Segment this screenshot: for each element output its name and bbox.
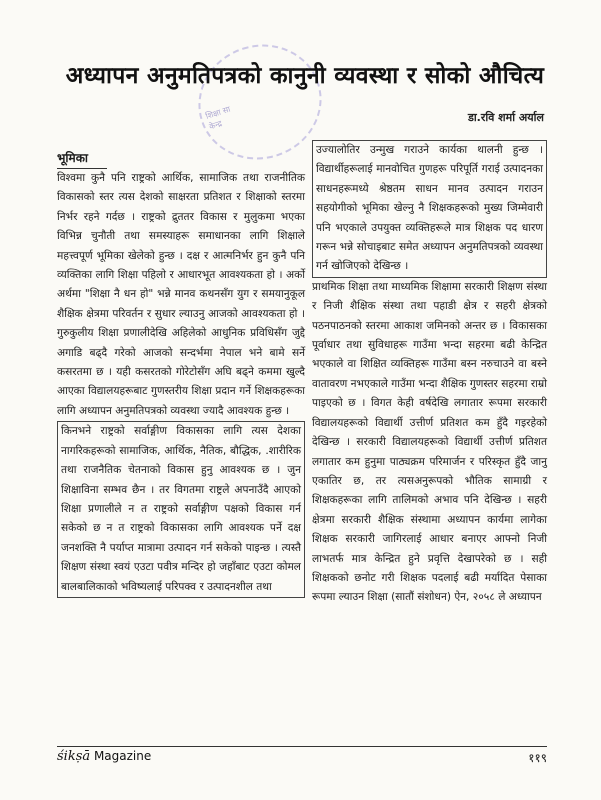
brand-rest: Magazine	[90, 749, 152, 763]
article-author: डा.रवि शर्मा अर्याल	[467, 111, 544, 124]
page-number: ११९	[528, 751, 547, 765]
paragraph-boxed: किनभने राष्ट्रको सर्वाङ्गीण विकासका लागि त्यस देशका नागरिकहरूको सामाजिक, आर्थिक, नैतिक, बौद्धिक, .शारीरिक तथा राजनैतिक चेतनाको विकास हुनु आवश्यक छ । जुन शिक्षाविना सम्भव छैन । तर विगतमा राष्ट्रले अपनाउँदै आएको शिक्षा प्रणालीले न त राष्ट्रको सर्वाङ्गीण पक्षको विकास गर्न सकेको छ न त राष्ट्रको विकासका लागि आवश्यक पर्ने दक्ष जनशक्ति नै पर्याप्त मात्रामा उत्पादन गर्न सकेको पाइन्छ । त्यस्तै शिक्षण संस्था स्वयं एउटा पवीत्र मन्दिर हो जहाँबाट एउटा कोमल बालबालिकाको भविष्यलाई परिपक्व र उत्पादनशील तथा	[57, 421, 305, 598]
paragraph: विश्वमा कुनै पनि राष्ट्रको आर्थिक, सामाजिक तथा राजनीतिक विकासको स्तर त्यस देशको साक्षरता प्रतिशत र शिक्षाको स्तरमा निर्भर रहने गर्दछ । राष्ट्रको द्रुततर विकास र मुलुकमा भएका विभिन्न चुनौती तथा समस्याहरू समाधानका लागि शिक्षाले महत्त्वपूर्ण भूमिका खेलेको हुन्छ । दक्ष र आत्मनिर्भर हुन कुनै पनि व्यक्तिका लागि शिक्षा पहिलो र आधारभूत आवश्यकता हो । अर्को अर्थमा "शिक्षा नै धन हो" भन्ने मानव कथनसँग युग र समयानुकूल शैक्षिक क्षेत्रमा परिवर्तन र सुधार ल्याउनु आजको आवश्यकता हो । गुरुकुलीय शिक्षा प्रणालीदेखि अहिलेको आधुनिक प्रविधिसँग जुद्दै अगाडि बढ्दै गरेको आजको सन्दर्भमा नेपाल भने बामे सर्ने कसरतमा छ । यही कसरतको गोरेटोसँग अघि बढ्ने कममा खुल्दै आएका विद्यालयहरूबाट गुणस्तरीय शिक्षा प्रदान गर्ने शिक्षकहरूका लागि अध्यापन अनुमतिपत्रको व्यवस्था ज्यादै आवश्यक हुन्छ ।	[57, 172, 305, 417]
article-title: अध्यापन अनुमतिपत्रको कानुनी व्यवस्था र सोको औचित्य	[65, 62, 545, 89]
page-footer	[57, 746, 547, 769]
stamp-line: केन्द्र	[207, 118, 224, 132]
paragraph: प्राथमिक शिक्षा तथा माध्यमिक शिक्षामा सरकारी शिक्षण संस्था र निजी शैक्षिक संस्था तथा पहाडी क्षेत्र र सहरी क्षेत्रको पठनपाठनको स्तरमा आकाश जमिनको अन्तर छ । विकासका पूर्वाधार तथा सुविधाहरू गाउँमा भन्दा सहरमा बढी केन्द्रित भएकाले वा शिक्षित व्यक्तिहरू गाउँमा बस्न नरुचाउने वा बस्ने वातावरण नभएकाले गाउँमा भन्दा शैक्षिक गुणस्तर सहरमा राम्रो पाइएको छ । विगत केही वर्षदेखि लगातार रूपमा सरकारी विद्यालयहरूको विद्यार्थी उत्तीर्ण प्रतिशत कम हुँदै गइरहेको देखिन्छ । सरकारी विद्यालयहरूको विद्यार्थी उत्तीर्ण प्रतिशत लगातार कम हुनुमा पाठ्यक्रम परिमार्जन र परिस्कृत हुँदै जानु एकातिर छ, तर त्यसअनुरूपको भौतिक सामाग्री र शिक्षकहरूका लागि तालिमको अभाव पनि देखिन्छ । सहरी क्षेत्रमा सरकारी शैक्षिक संस्थामा अध्यापन कार्यमा लागेका शिक्षक सरकारी जागिरलाई आधार बनाएर आफ्नो निजी लाभतर्फ मात्र केन्द्रित हुने प्रवृत्ति देखापरेको छ । सही शिक्षकको छनोट गरी शिक्षक पदलाई बढी मर्यादित पेसाका रूपमा ल्याउन शिक्षा (सातौं संशोधन) ऐन, २०५८ ले अध्यापन	[312, 280, 547, 604]
section-heading: भूमिका	[57, 148, 107, 169]
left-column	[57, 148, 305, 598]
stamp-line: शिक्षा सा	[204, 104, 232, 121]
brand-italic: śikṣā	[57, 749, 91, 764]
paragraph-boxed: उज्यालोतिर उन्मुख गराउने कार्यका थालनी हुन्छ । विद्यार्थीहरूलाई मानवोचित गुणहरू परिपूर्ति गराई उत्पादनका साधनहरूमध्ये श्रेष्ठतम साधन मानव उत्पादन गराउन सहयोगीको भूमिका खेल्नु नै शिक्षकहरूको मुख्य जिम्मेवारी पनि भएकाले उपयुक्त व्यक्तिहरूले मात्र शिक्षक पद धारण गरून भन्ने सोचाइबाट समेत अध्यापन अनुमतिपत्रको व्यवस्था गर्न खोजिएको देखिन्छ ।	[312, 140, 547, 278]
right-column	[312, 140, 547, 608]
magazine-brand	[57, 749, 151, 764]
